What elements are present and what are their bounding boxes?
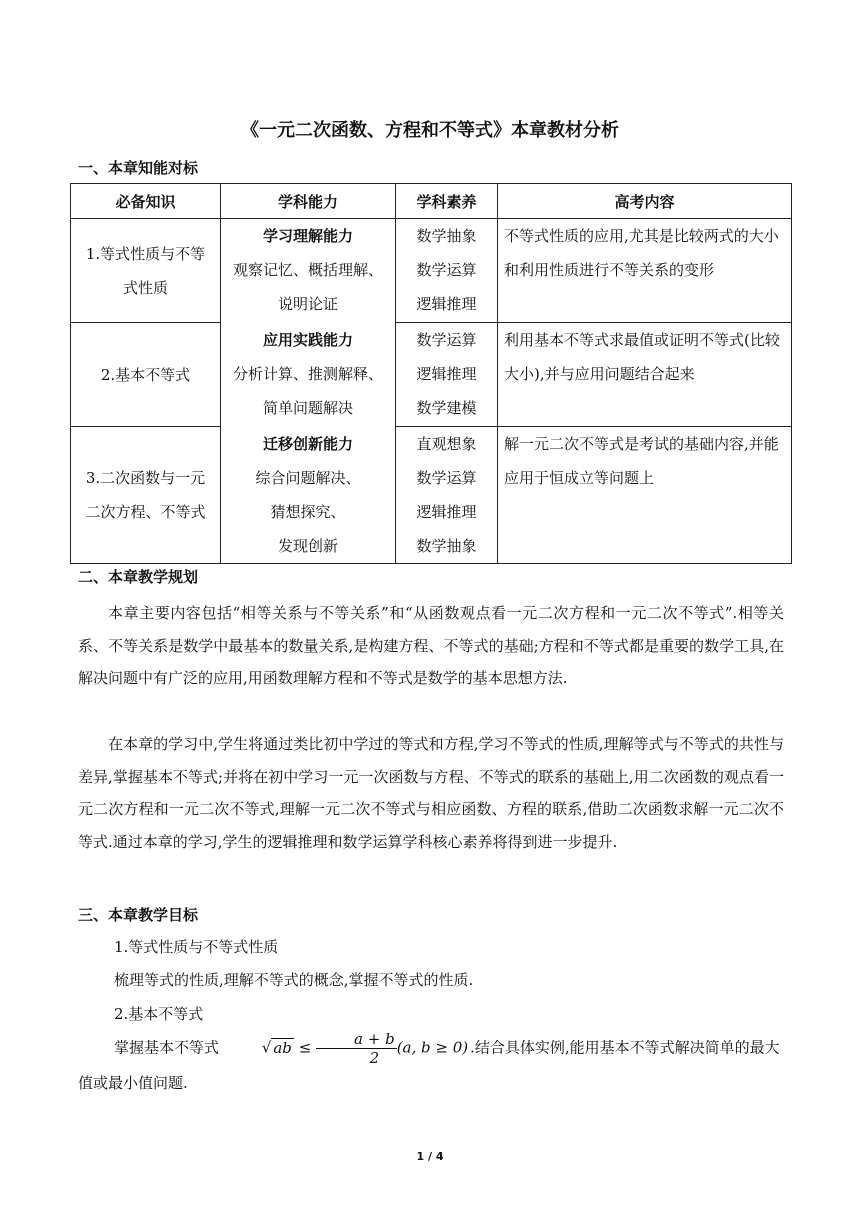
table-header-cell: 高考内容 xyxy=(498,184,792,219)
knowledge-text: 3.二次函数与一元 xyxy=(85,469,206,487)
ability-line: 综合问题解决、 xyxy=(255,468,361,487)
exam-cell: 不等式性质的应用,尤其是比较两式的大小和利用性质进行不等关系的变形 xyxy=(498,219,792,323)
ability-cell xyxy=(221,323,396,427)
literacy-item: 逻辑推理 xyxy=(416,503,477,521)
formula-rel: ≤ xyxy=(298,1038,312,1057)
page-number: 1 / 4 xyxy=(416,1150,444,1163)
table-row xyxy=(71,427,792,564)
literacy-cell xyxy=(396,323,498,427)
formula-numerator: a + b xyxy=(316,1030,397,1049)
knowledge-text: 1.等式性质与不等 xyxy=(85,244,206,263)
formula-sqrt: ab xyxy=(273,1038,292,1057)
exam-cell: 解一元二次不等式是考试的基础内容,并能应用于恒成立等问题上 xyxy=(498,427,792,564)
ability-title: 迁移创新能力 xyxy=(262,434,353,453)
table-header-cell: 必备知识 xyxy=(71,184,221,219)
basic-inequality-formula: √ ab ≤ $\frac{a + b}{2}$ (a, b ≥ 0) xyxy=(261,1030,469,1067)
goal-suffix: .结合具体实例,能用基本不等式解决简单的最大值或最小值问题. xyxy=(78,1038,780,1092)
table-header-cell: 学科能力 xyxy=(221,184,396,219)
knowledge-cell xyxy=(71,219,221,323)
section3-heading: 三、本章教学目标 xyxy=(78,906,199,924)
goal-title: 2.基本不等式 xyxy=(114,1005,204,1023)
ability-line: 说明论证 xyxy=(277,295,338,313)
table-header-row xyxy=(71,184,792,219)
table-header-cell: 学科素养 xyxy=(396,184,498,219)
literacy-item: 逻辑推理 xyxy=(416,295,477,313)
section1-heading: 一、本章知能对标 xyxy=(78,159,199,177)
knowledge-cell xyxy=(71,427,221,564)
formula-fraction xyxy=(316,1030,397,1067)
literacy-item: 数学运算 xyxy=(416,261,477,279)
knowledge-ability-table xyxy=(70,183,792,564)
exam-cell: 利用基本不等式求最值或证明不等式(比较大小),并与应用问题结合起来 xyxy=(498,323,792,427)
goal-prefix: 掌握基本不等式 xyxy=(114,1038,220,1057)
formula-denominator: 2 xyxy=(369,1049,380,1067)
document-title: 《一元二次函数、方程和不等式》本章教材分析 xyxy=(241,120,619,141)
paragraph: 本章主要内容包括“相等关系与不等关系”和“从函数观点看一元二次方程和一元二次不等式”.相等关系、不等关系是数学中最基本的数量关系,是构建方程、不等式的基础;方程和不等式都是重要的数学工具,在解决问题中有广泛的应用,用函数理解方程和不等式是数学的基本思想方法. xyxy=(78,604,784,687)
literacy-item: 直观想象 xyxy=(416,435,477,453)
literacy-cell xyxy=(396,427,498,564)
ability-title: 学习理解能力 xyxy=(262,227,353,245)
literacy-item: 数学抽象 xyxy=(416,537,477,555)
section2-heading: 二、本章教学规划 xyxy=(78,568,199,586)
knowledge-text: 2.基本不等式 xyxy=(100,365,191,384)
ability-line: 猜想探究、 xyxy=(270,502,346,521)
ability-line: 分析计算、推测解释、 xyxy=(232,364,383,383)
formula-condition: (a, b ≥ 0) xyxy=(396,1038,469,1057)
goal-text: 梳理等式的性质,理解不等式的概念,掌握不等式的性质. xyxy=(114,971,474,989)
goal-title: 1.等式性质与不等式性质 xyxy=(114,938,279,956)
goal-text xyxy=(78,1030,784,1099)
knowledge-text: 式性质 xyxy=(122,278,168,297)
literacy-cell xyxy=(396,219,498,323)
literacy-item: 数学建模 xyxy=(416,399,477,417)
ability-line: 观察记忆、概括理解、 xyxy=(232,261,383,279)
literacy-item: 数学运算 xyxy=(416,469,477,487)
literacy-item: 逻辑推理 xyxy=(416,365,477,383)
ability-cell xyxy=(221,427,396,564)
ability-cell xyxy=(221,219,396,323)
ability-line: 发现创新 xyxy=(277,536,338,555)
knowledge-text: 二次方程、不等式 xyxy=(85,503,206,521)
paragraph: 在本章的学习中,学生将通过类比初中学过的等式和方程,学习不等式的性质,理解等式与不等式的共性与差异,掌握基本不等式;并将在初中学习一元一次函数与方程、不等式的联系的基础上,用二次函数的观点看一元二次方程和一元二次不等式,理解一元二次不等式与相应函数、方程的联系,借助二次函数求解一元二次不等式.通过本章的学习,学生的逻辑推理和数学运算学科核心素养将得到进一步提升. xyxy=(78,735,784,851)
ability-title: 应用实践能力 xyxy=(262,330,353,349)
table-row xyxy=(71,323,792,427)
literacy-item: 数学抽象 xyxy=(416,227,477,245)
knowledge-cell xyxy=(71,323,221,427)
literacy-item: 数学运算 xyxy=(416,331,477,349)
ability-line: 简单问题解决 xyxy=(262,398,353,417)
table-row xyxy=(71,219,792,323)
